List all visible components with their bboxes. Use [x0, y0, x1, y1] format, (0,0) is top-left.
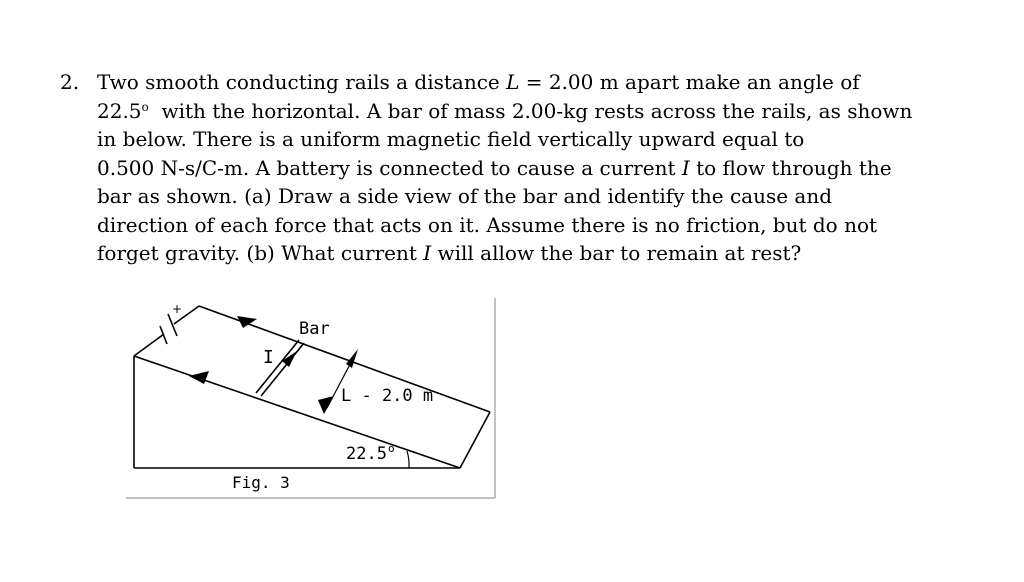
wire-left: [134, 334, 164, 356]
var-I: I: [681, 155, 690, 180]
angle-arc: [407, 451, 409, 468]
var-I-2: I: [423, 241, 432, 265]
battery-plus: +: [172, 302, 183, 316]
problem-line-3: in below. There is a uniform magnetic field vertically upward equal to: [97, 127, 805, 151]
degree-symbol: o: [141, 99, 149, 114]
problem-text: [97, 68, 960, 268]
bar-label: Bar: [299, 319, 330, 339]
front-rail: [134, 356, 460, 468]
figure-3: [124, 296, 499, 500]
problem-line-4: 0.500 N-s/C-m. A battery is connected to cause a current I to flow through the: [97, 155, 892, 180]
length-arrow-bottom-icon: [318, 396, 334, 414]
figure-caption: Fig. 3: [232, 473, 290, 492]
current-label: I: [263, 347, 274, 368]
problem-line-7: forget gravity. (b) What current I will allow the bar to remain at rest?: [97, 241, 802, 265]
problem-line-6: direction of each force that acts on it. Assume there is no friction, but do not: [97, 212, 878, 237]
length-arrow-top-icon: [346, 349, 358, 368]
angle-label: 22.5: [346, 444, 387, 464]
problem-line-5: bar as shown. (a) Draw a side view of the bar and identify the cause and: [97, 184, 833, 208]
angle-degree-mark: o: [388, 442, 395, 455]
length-label: L - 2.0 m: [341, 386, 434, 406]
current-arrow-front-rail: [189, 371, 209, 384]
problem-2: [60, 68, 960, 268]
problem-number: 2.: [60, 70, 80, 94]
battery-icon: [160, 314, 177, 344]
incline-diagram: [124, 296, 499, 500]
var-L: L: [506, 70, 520, 94]
rail-end-edge: [460, 412, 490, 468]
problem-line-2: 22.5$^o$ with the horizontal. A bar of mass 2.00-kg rests across the rails, as shown: [97, 98, 913, 123]
problem-line-1: Two smooth conducting rails a distance L = 2.00 m apart make an angle of: [97, 70, 860, 94]
